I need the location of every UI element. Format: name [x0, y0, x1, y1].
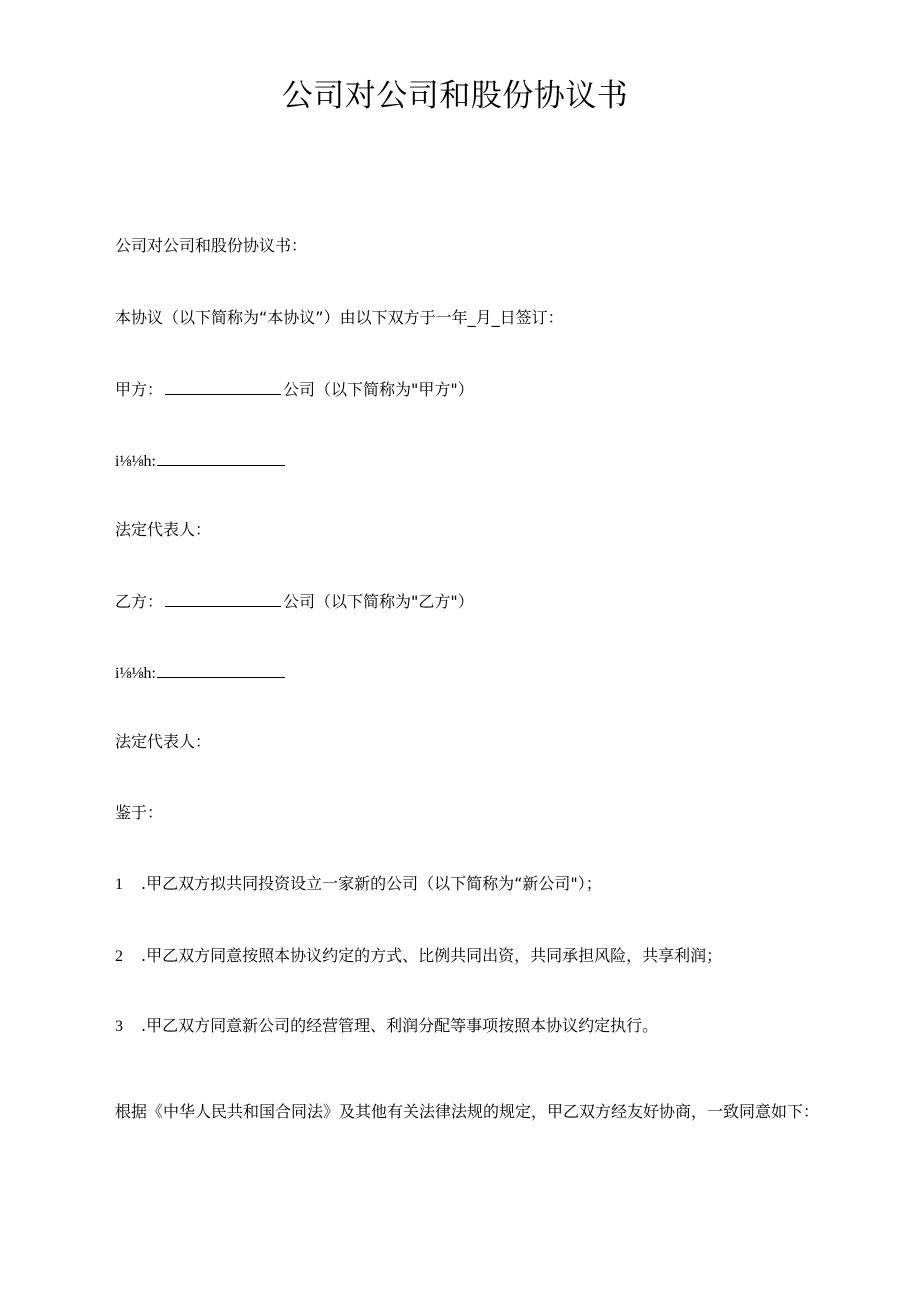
list-item: [115, 946, 722, 967]
party-a-address-blank: [157, 450, 285, 466]
list-item-text: .甲乙双方拟共同投资设立一家新的公司（以下简称为“新公司"）；: [141, 874, 602, 893]
party-a-label: 甲方：: [115, 380, 164, 399]
preamble-line: 本协议（以下简称为“本协议”）由以下双方于一年_月_日签订：: [115, 308, 564, 327]
closing-paragraph: 根据《中华人民共和国合同法》及其他有关法律法规的规定，甲乙双方经友好协商，一致同意如下：: [115, 1102, 820, 1121]
party-b-line: [115, 591, 474, 612]
party-a-address-line: [115, 450, 285, 472]
party-b-suffix: 公司（以下简称为"乙方"）: [283, 592, 474, 611]
list-item: [115, 1016, 658, 1037]
party-a-address-label: i⅛⅛h:: [115, 453, 156, 470]
party-a-rep-line: 法定代表人：: [115, 520, 212, 539]
list-item-number: 2: [115, 948, 123, 965]
intro-line: 公司对公司和股份协议书：: [115, 236, 308, 255]
list-item-number: 3: [115, 1018, 123, 1035]
list-item-number: 1: [115, 876, 123, 893]
party-a-name-blank: [165, 379, 281, 395]
whereas-line: 鉴于：: [115, 803, 164, 822]
party-b-name-blank: [165, 591, 281, 607]
party-b-address-blank: [157, 662, 285, 678]
party-b-address-label: i⅛⅛h:: [115, 665, 156, 682]
party-b-label: 乙方：: [115, 592, 164, 611]
party-a-line: [115, 379, 474, 400]
document-title: 公司对公司和股份协议书: [281, 78, 629, 114]
party-b-rep-line: 法定代表人：: [115, 732, 212, 751]
list-item: [115, 874, 602, 895]
list-item-text: .甲乙双方同意按照本协议约定的方式、比例共同出资，共同承担风险，共享利润；: [141, 946, 723, 965]
party-a-suffix: 公司（以下简称为"甲方"）: [283, 380, 474, 399]
list-item-text: .甲乙双方同意新公司的经营管理、利润分配等事项按照本协议约定执行。: [141, 1016, 659, 1035]
party-b-address-line: [115, 662, 285, 684]
